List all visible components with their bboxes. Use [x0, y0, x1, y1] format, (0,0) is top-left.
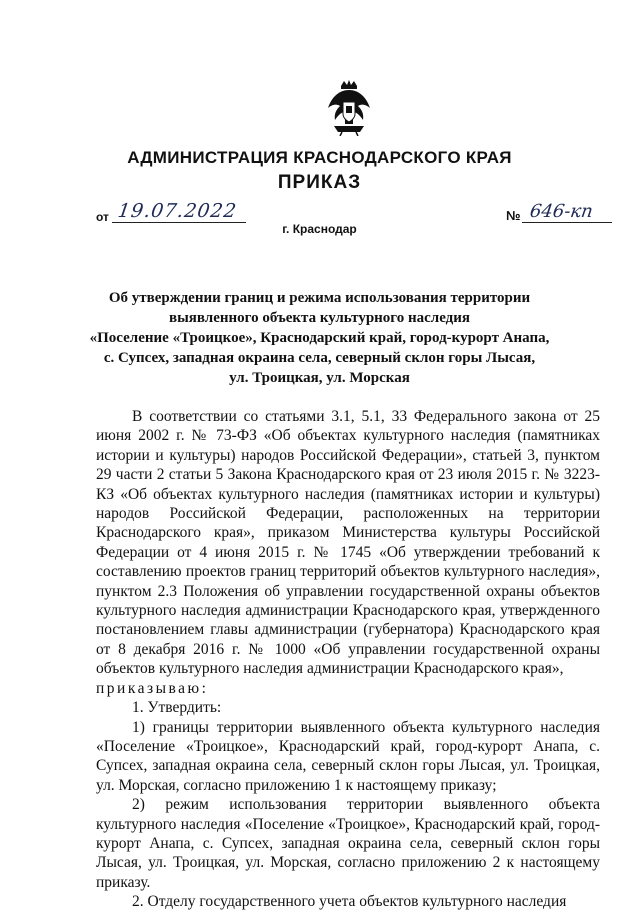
subject-line: ул. Троицкая, ул. Морская: [229, 370, 410, 386]
order-word: приказываю:: [96, 679, 209, 697]
handwritten-number: 646-кп: [528, 201, 595, 222]
preamble-paragraph: В соответствии со статьями 3.1, 5.1, 33 Федерального закона от 25 июня 2002 г. № 73-ФЗ «Об объектах культурного наследия (памятниках истории и культуры) народов Российской Федерации», статьей 3, пунктом 29 части 2 статьи 5 Закона Краснодарского края от 23 июля 2015 г. № 3223-КЗ «Об объектах культурного наследия (памятниках истории и культуры) народов Российской Федерации, расположенных на территории Краснодарского края», приказом Министерства культуры Российской Федерации от 4 июня 2015 г. № 1745 «Об утверждении требований к составлению проектов границ территорий объектов культурного наследия», пунктом 2.3 Положения об управлении государственной охраны объектов культурного наследия администрации Краснодарского края, утвержденного постановлением главы администрации (губернатора) Краснодарского края от 8 декабря 2016 г. № 1000 «Об управлении государственной охраны объектов культурного наследия администрации Краснодарского края»,: [96, 408, 600, 678]
coat-of-arms-icon: [326, 80, 372, 136]
item-1: 1. Утвердить:: [132, 699, 222, 717]
item-1-2: 2) режим использования территории выявленного объекта культурного наследия «Поселение «Троицкое», Краснодарский край, город-курорт Анапа, с. Супсех, западная окраина села, северный склон горы Лысая, ул. Троицкая, ул. Морская, согласно приложению 2 к настоящему приказу.: [96, 796, 600, 891]
document-subject: [60, 288, 579, 388]
document-body: [96, 407, 600, 912]
item-1-1: 1) границы территории выявленного объекта культурного наследия «Поселение «Троицкое», Краснодарский край, город-курорт Анапа, с. Супсех, западная окраина села, северный склон горы Лысая, ул. Троицкая, ул. Морская, согласно приложению 1 к настоящему приказу;: [96, 718, 600, 794]
item-2: 2. Отделу государственного учета объектов культурного наследия: [132, 893, 567, 911]
date-label: от: [96, 210, 109, 224]
document-type: ПРИКАЗ: [277, 172, 362, 193]
date-field: [112, 196, 246, 223]
number-field: [522, 196, 612, 223]
subject-line: выявленного объекта культурного наследия: [168, 310, 471, 326]
organization-title: АДМИНИСТРАЦИЯ КРАСНОДАРСКОГО КРАЯ: [127, 148, 512, 167]
number-label: №: [506, 208, 521, 223]
city-label: г. Краснодар: [282, 222, 357, 236]
subject-line: Об утверждении границ и режима использования территории: [108, 290, 531, 306]
handwritten-date: 19.07.2022: [116, 200, 239, 222]
subject-line: с. Супсех, западная окраина села, северный склон горы Лысая,: [103, 350, 536, 366]
subject-line: «Поселение «Троицкое», Краснодарский край, город-курорт Анапа,: [89, 330, 550, 346]
